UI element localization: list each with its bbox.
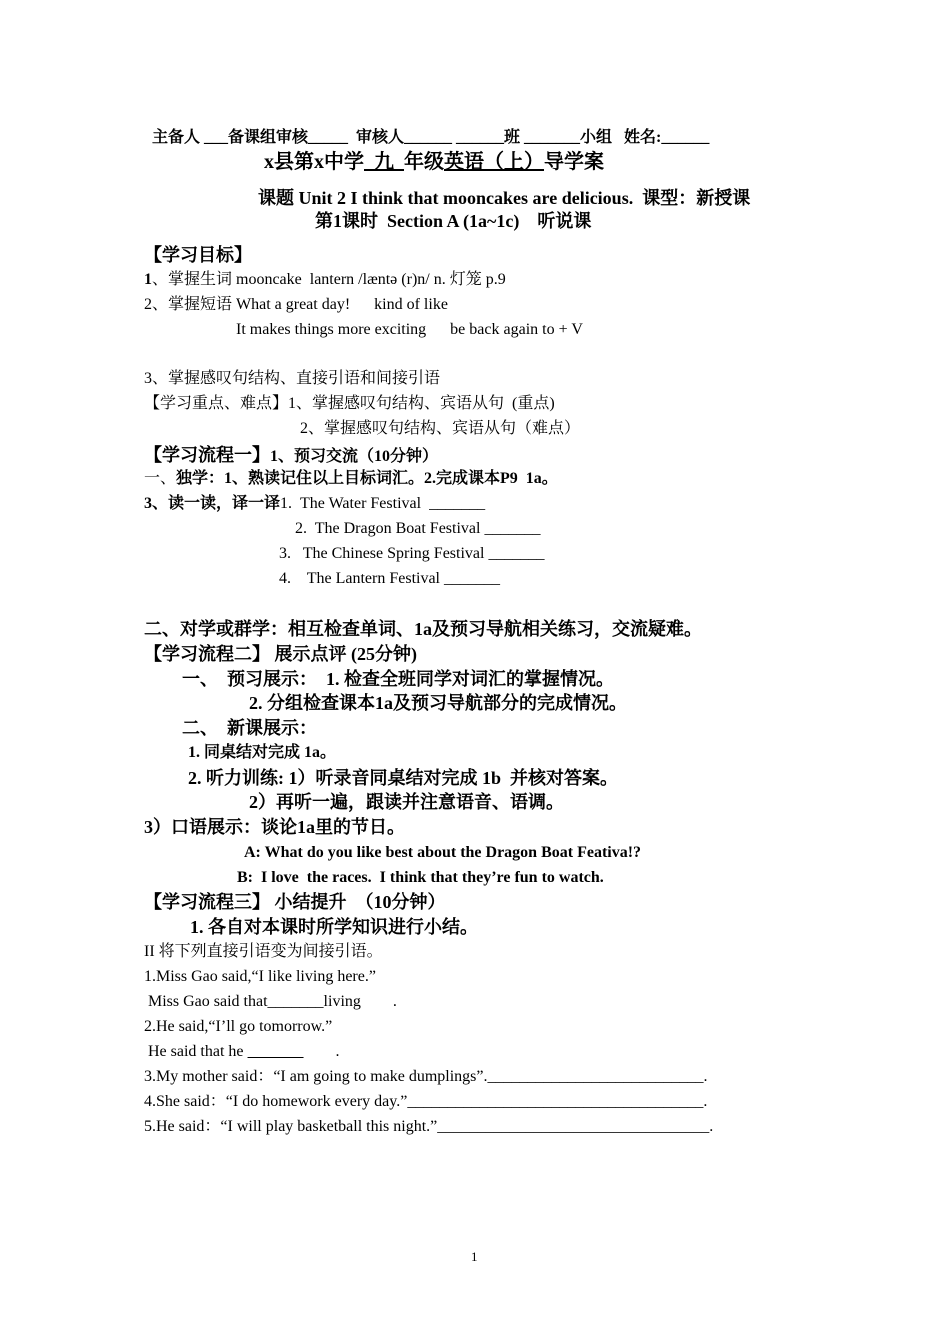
objective-item-3: 3、掌握感叹句结构、直接引语和间接引语: [144, 370, 441, 387]
read-translate-row: 3、读一读，译一译1. The Water Festival _______: [144, 495, 486, 512]
step-1: 1. 同桌结对完成 1a。: [188, 744, 337, 761]
dialog-line-b: B: I love the races. I think that they’re fun to watch.: [237, 869, 604, 886]
exercise-q1-answer: Miss Gao said that_______living .: [148, 993, 397, 1010]
pair-study: 二、对学或群学：相互检查单词、1a及预习导航相关练习，交流疑难。: [144, 619, 702, 639]
exercise-q2-answer: He said that he .: [148, 1043, 340, 1060]
page-number: 1: [471, 1249, 478, 1264]
flow3-heading: 【学习流程三】 小结提升 （10分钟）: [144, 892, 446, 912]
preview-show-2: 2. 分组检查课本1a及预习导航部分的完成情况。: [249, 693, 627, 713]
flow1-heading: 【学习流程一】1、预习交流（10分钟）: [144, 445, 439, 465]
flow1-self-study: 一、独学：1、熟读记住以上目标词汇。2.完成课本P9 1a。: [144, 470, 558, 487]
exercise-q3: 3.My mother said：“I am going to make dumplings”.___________________________.: [144, 1068, 708, 1085]
objectives-heading: 【学习目标】: [144, 245, 252, 265]
read-item-2: 2. The Dragon Boat Festival _______: [295, 520, 541, 537]
step-2: 2. 听力训练: 1）听录音同桌结对完成 1b 并核对答案。: [188, 768, 619, 788]
read-item-4: 4. The Lantern Festival _______: [279, 570, 500, 587]
summary-line: 1. 各自对本课时所学知识进行小结。: [190, 917, 478, 937]
key-points-line-2: 2、掌握感叹句结构、宾语从句（难点）: [300, 420, 581, 437]
dialog-line-a: A: What do you like best about the Dragon Boat Feativa!?: [244, 844, 642, 861]
read-item-3: 3. The Chinese Spring Festival _______: [279, 545, 545, 562]
objective-item-2: 2、掌握短语 What a great day! kind of like: [144, 296, 448, 313]
document-title: x县第x中学 九 年级英语（上）导学案: [264, 151, 604, 173]
exercise-q4: 4.She said：“I do homework every day.”_____________________________________.: [144, 1093, 708, 1110]
staff-signature-line: 主备人 ___备课组审核_____ 审核人______ ______班 _______小组 姓名:______: [152, 129, 710, 146]
objective-item-2-continued: It makes things more exciting be back again to + V: [236, 321, 583, 338]
title-grade: 九: [364, 151, 404, 173]
answer-blank: [248, 1043, 304, 1060]
lesson-topic: 课题 Unit 2 I think that mooncakes are delicious. 课型：新授课: [258, 188, 751, 208]
exercise-q1: 1.Miss Gao said,“I like living here.”: [144, 968, 376, 985]
exercise-q2: 2.He said,“I’ll go tomorrow.”: [144, 1018, 333, 1035]
step-2b: 2）再听一遍，跟读并注意语音、语调。: [249, 792, 564, 812]
exercise-q5: 5.He said：“I will play basketball this night.”__________________________________.: [144, 1118, 714, 1135]
exercise-title: II 将下列直接引语变为间接引语。: [144, 943, 383, 960]
objective-item-1: 1、掌握生词 mooncake lantern /læntə (r)n/ n. 灯笼 p.9: [144, 271, 506, 288]
lesson-period: 第1课时 Section A (1a~1c) 听说课: [315, 211, 592, 231]
key-points-line-1: 【学习重点、难点】1、掌握感叹句结构、宾语从句 (重点): [144, 395, 555, 412]
flow2-heading: 【学习流程二】 展示点评 (25分钟): [144, 644, 417, 664]
title-subject: 英语（上）: [444, 151, 544, 173]
new-lesson-show: 二、 新课展示：: [182, 718, 317, 738]
step-3: 3）口语展示：谈论1a里的节日。: [144, 817, 405, 837]
preview-show: 一、 预习展示： 1. 检查全班同学对词汇的掌握情况。: [182, 669, 614, 689]
